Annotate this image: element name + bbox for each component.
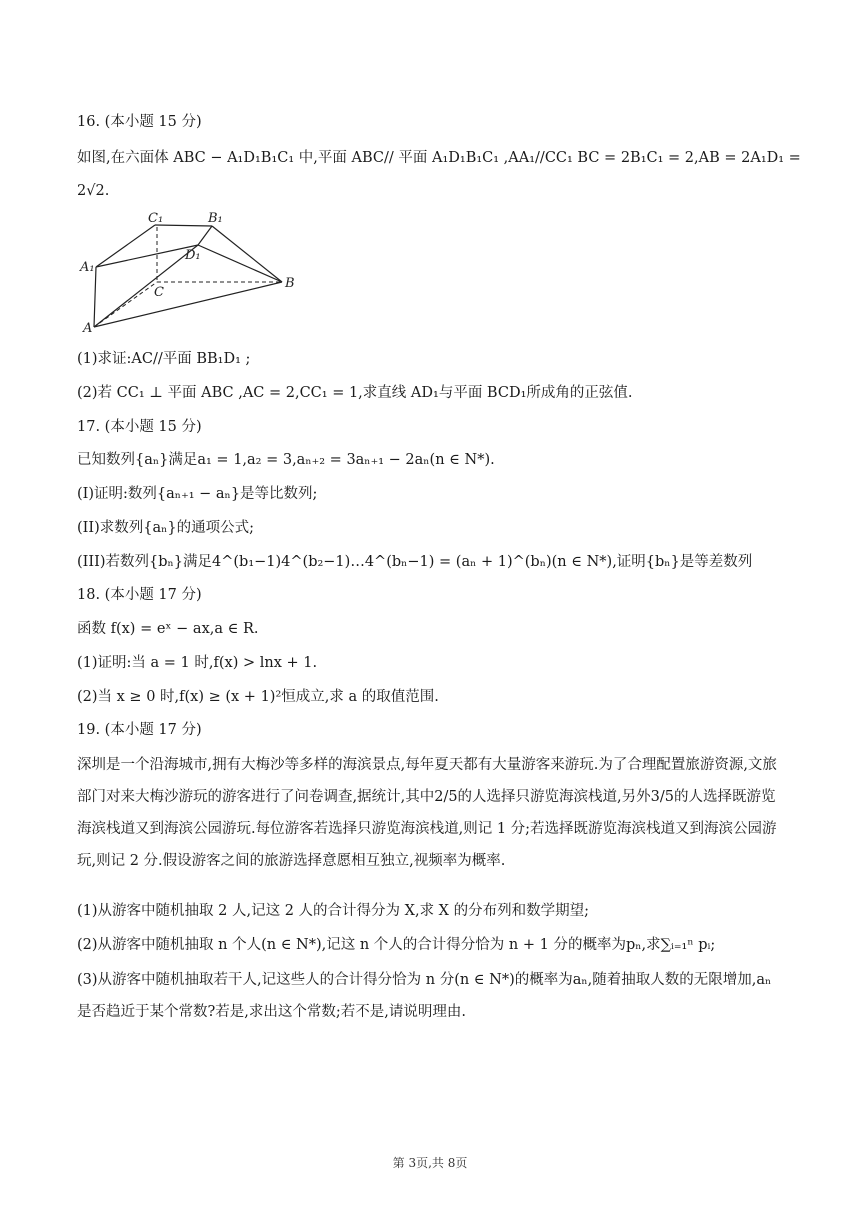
label-a1: A₁ — [80, 260, 95, 275]
label-b: B — [285, 276, 295, 291]
problem-18-intro: 函数 f(x) = eˣ − ax,a ∈ R. — [77, 621, 259, 637]
problem-19-part-3: (3)从游客中随机抽取若干人,记这些人的合计得分恰为 n 分(n ∈ N*)的概率为aₙ,随着抽取人数的无限增加,aₙ是否趋近于某个常数?若是,求出这个常数;若不是,请说明理由. — [77, 972, 772, 1020]
label-a: A — [83, 321, 93, 336]
problem-16-intro-cont: 2√2. — [77, 183, 110, 199]
problem-18-heading: 18. (本小题 17 分) — [77, 587, 202, 603]
label-b1: B₁ — [208, 211, 223, 226]
label-c1: C₁ — [148, 211, 164, 226]
problem-17-part-3: (III)若数列{bₙ}满足4^(b₁−1)4^(b₂−1)…4^(bₙ−1) = (aₙ + 1)^(bₙ)(n ∈ N*),证明{bₙ}是等差数列 — [77, 554, 753, 570]
problem-17-heading: 17. (本小题 15 分) — [77, 419, 202, 435]
problem-17-part-1: (I)证明:数列{aₙ₊₁ − aₙ}是等比数列; — [77, 486, 318, 502]
label-c: C — [154, 285, 164, 300]
problem-16-part-1: (1)求证:AC//平面 BB₁D₁ ; — [77, 351, 251, 367]
problem-18-part-2: (2)当 x ≥ 0 时,f(x) ≥ (x + 1)²恒成立,求 a 的取值范围. — [77, 689, 439, 705]
hexahedron-figure — [78, 205, 303, 337]
label-d1: D₁ — [185, 248, 201, 263]
page-footer: 第 3页,共 8页 — [392, 1156, 468, 1170]
problem-18-part-1: (1)证明:当 a = 1 时,f(x) > lnx + 1. — [77, 655, 318, 671]
problem-19-part-1: (1)从游客中随机抽取 2 人,记这 2 人的合计得分为 X,求 X 的分布列和数学期望; — [77, 903, 590, 919]
problem-16-part-2: (2)若 CC₁ ⊥ 平面 ABC ,AC = 2,CC₁ = 1,求直线 AD₁与平面 BCD₁所成角的正弦值. — [77, 385, 633, 401]
problem-16-intro: 如图,在六面体 ABC − A₁D₁B₁C₁ 中,平面 ABC// 平面 A₁D₁B₁C₁ ,AA₁//CC₁ BC = 2B₁C₁ = 2,AB = 2A₁D₁ = — [77, 150, 801, 166]
problem-19-part-2: (2)从游客中随机抽取 n 个人(n ∈ N*),记这 n 个人的合计得分恰为 n + 1 分的概率为pₙ,求∑ᵢ₌₁ⁿ pᵢ; — [77, 937, 716, 953]
problem-17-part-2: (II)求数列{aₙ}的通项公式; — [77, 520, 255, 536]
problem-16-heading: 16. (本小题 15 分) — [77, 114, 202, 130]
problem-19-intro: 深圳是一个沿海城市,拥有大梅沙等多样的海滨景点,每年夏天都有大量游客来游玩.为了合理配置旅游资源,文旅部门对来大梅沙游玩的游客进行了问卷调查,据统计,其中2/5的人选择只游览海滨栈道,另外3/5的人选择既游览海滨栈道又到海滨公园游玩.每位游客若选择只游览海滨栈道,则记 1 分;若选择既游览海滨栈道又到海滨公园游玩,则记 2 分.假设游客之间的旅游选择意愿相互独立,视频率为概率. — [77, 757, 777, 869]
problem-17-intro: 已知数列{aₙ}满足a₁ = 1,a₂ = 3,aₙ₊₂ = 3aₙ₊₁ − 2aₙ(n ∈ N*). — [77, 452, 495, 468]
problem-19-heading: 19. (本小题 17 分) — [77, 722, 202, 738]
